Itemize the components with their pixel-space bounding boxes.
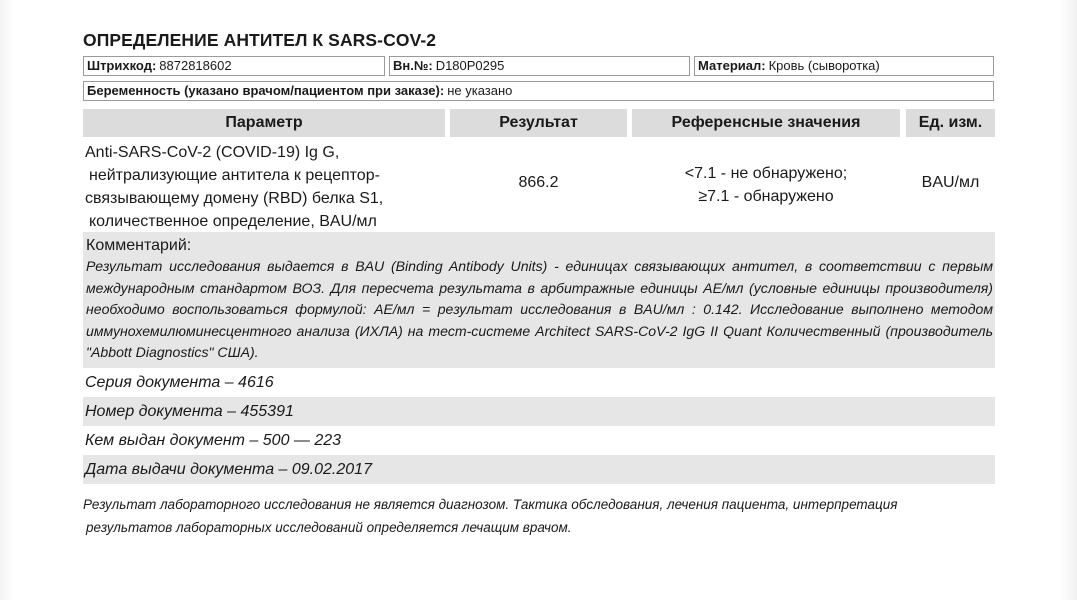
- document-issue-date: Дата выдачи документа – 09.02.2017: [83, 455, 995, 484]
- id-fields-row: [83, 56, 995, 78]
- report-title: ОПРЕДЕЛЕНИЕ АНТИТЕЛ К SARS-COV-2: [83, 30, 437, 50]
- parameter-cell: [85, 141, 445, 233]
- disclaimer-line: Результат лабораторного исследования не является диагнозом. Тактика обследования, лечения пациента, интерпретация: [83, 497, 898, 512]
- document-series: Серия документа – 4616: [85, 373, 274, 391]
- pregnancy-row: [83, 81, 995, 103]
- material-value: Кровь (сыворотка): [768, 58, 880, 73]
- pregnancy-field: [83, 81, 994, 101]
- barcode-value: 8872818602: [159, 58, 232, 73]
- disclaimer-line: результатов лабораторных исследований определяется лечащим врачом.: [86, 520, 572, 535]
- parameter-line: количественное определение, BAU/мл: [89, 213, 377, 230]
- internal-number-value: D180P0295: [435, 58, 505, 73]
- parameter-line: связывающему домену (RBD) белка S1,: [85, 190, 384, 207]
- parameter-line: нейтрализующие антитела к рецептор-: [89, 167, 380, 184]
- lab-report: [83, 26, 995, 484]
- header-reference: Референсные значения: [632, 109, 900, 137]
- header-parameter: Параметр: [83, 109, 445, 137]
- header-unit: Ед. изм.: [906, 109, 995, 137]
- pregnancy-value: не указано: [447, 83, 513, 98]
- results-table-header: [83, 109, 995, 137]
- pregnancy-label: Беременность (указано врачом/пациентом при заказе):: [87, 83, 445, 98]
- document-issuer: Кем выдан документ – 500 — 223: [85, 431, 342, 449]
- disclaimer: [83, 493, 983, 539]
- internal-number-label: Вн.№:: [393, 58, 433, 73]
- result-value: 866.2: [518, 174, 559, 191]
- internal-number-field: [389, 56, 690, 76]
- material-label: Материал:: [698, 58, 766, 73]
- reference-cell: [632, 162, 900, 208]
- reference-line: <7.1 - не обнаружено;: [684, 165, 848, 182]
- reference-line: ≥7.1 - обнаружено: [698, 188, 834, 205]
- barcode-label: Штрихкод:: [87, 58, 157, 73]
- results-table-row: [83, 137, 995, 232]
- comment-label: Комментарий:: [86, 237, 192, 254]
- comment-block: [83, 232, 995, 368]
- unit-value: BAU/мл: [921, 174, 980, 191]
- barcode-field: [83, 56, 385, 76]
- material-field: [694, 56, 994, 76]
- document-number: Номер документа – 455391: [83, 397, 995, 426]
- comment-text: Результат исследования выдается в BAU (Binding Antibody Units) - единицах связывающих антител, в соответствии с первым международным стандартом ВОЗ. Для пересчета результата в арбитражные единицы АЕ/мл (условные единицы производителя) необходимо воспользоваться формулой: АЕ/мл = результат исследования в BAU/мл : 0.142. Исследование выполнено методом иммунохемилюминесцентного анализа (ИХЛА) на тест-системе Architect SARS-CoV-2 IgG II Quant Количественный (производитель "Abbott Diagnostics" США).: [86, 258, 993, 360]
- parameter-line: Anti-SARS-CoV-2 (COVID-19) Ig G,: [85, 144, 340, 161]
- header-result: Результат: [450, 109, 627, 137]
